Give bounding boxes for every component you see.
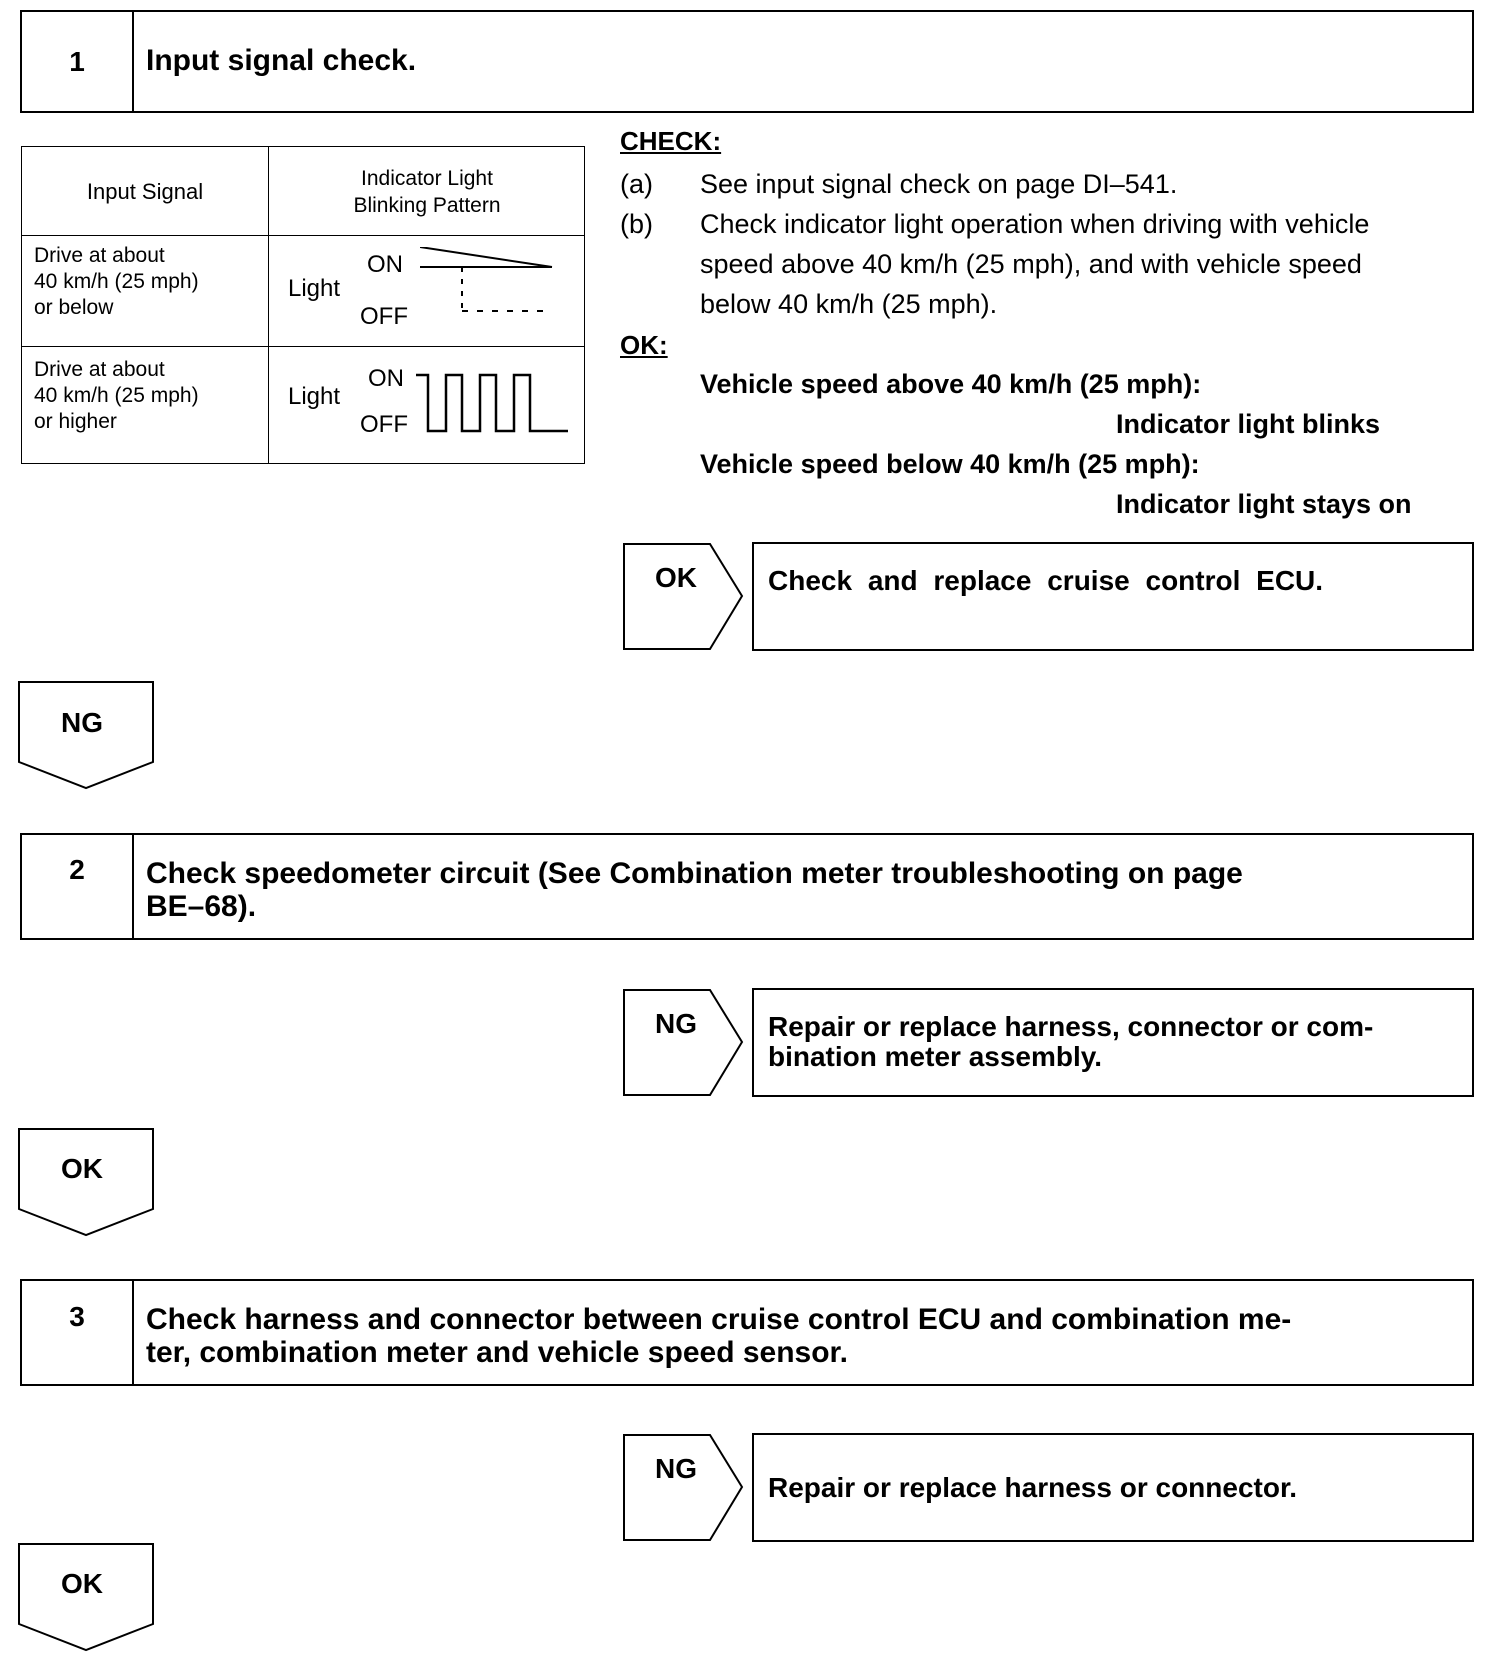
row-above-off-label: OFF [360, 411, 408, 438]
row-above-light-label: Light [288, 383, 341, 410]
ok-above-condition: Vehicle speed above 40 km/h (25 mph): [700, 369, 1202, 399]
step-1-title: Input signal check. [146, 44, 417, 77]
step-1-ok-result-text: Check and replace cruise control ECU. [768, 565, 1324, 596]
step-2-number: 2 [22, 835, 134, 938]
step-2-ng-result-box [752, 988, 1474, 1097]
ok-below-condition: Vehicle speed below 40 km/h (25 mph): [700, 449, 1200, 479]
step-2-ok-label: OK [61, 1153, 103, 1184]
check-item-b: (b) Check indicator light operation when driving with vehicle speed above 40 km/h (25 mph), and with vehicle speed below 40 km/h (25 mph). [620, 209, 1370, 319]
row-below-light-label: Light [288, 275, 341, 302]
step-1-ok-arrow [622, 542, 746, 652]
check-label: CHECK: [620, 126, 722, 156]
row-above-on-label: ON [368, 365, 404, 392]
step-1-header [20, 10, 1474, 113]
row-below-off-label: OFF [360, 303, 408, 330]
step-1-ok-label: OK [655, 562, 697, 593]
ok-above-result: Indicator light blinks [1116, 409, 1381, 439]
step-2-ng-label: NG [655, 1008, 697, 1039]
step-3-ok-label: OK [61, 1568, 103, 1599]
steady-on-waveform [420, 247, 580, 327]
input-signal-table [21, 146, 585, 464]
step-3-ng-arrow [622, 1433, 746, 1543]
step-3-ng-label: NG [655, 1453, 697, 1484]
step-3-ng-result-box [752, 1433, 1474, 1542]
ok-below-result: Indicator light stays on [1116, 489, 1412, 519]
step-2-ng-arrow [622, 988, 746, 1098]
step-3-number: 3 [22, 1281, 134, 1384]
row-below-on-label: ON [367, 251, 403, 278]
check-item-a: (a) See input signal check on page DI–541. [620, 169, 1178, 199]
step-2-title: Check speedometer circuit (See Combination meter troubleshooting on page BE–68). [146, 857, 1243, 923]
step-2-ng-result-text: Repair or replace harness, connector or com- bination meter assembly. [768, 1011, 1374, 1072]
step-3-header [20, 1279, 1474, 1386]
step-1-ok-result-box [752, 542, 1474, 651]
step-1-ng-label: NG [61, 707, 103, 738]
col-header-input-signal: Input Signal [86, 179, 204, 204]
row-below-condition: Drive at about 40 km/h (25 mph) or below [34, 244, 199, 319]
row-above-condition: Drive at about 40 km/h (25 mph) or higher [34, 358, 199, 433]
step-1-number: 1 [22, 12, 134, 111]
blinking-waveform [416, 361, 586, 451]
col-header-blinking-pattern: Indicator Light Blinking Pattern [353, 167, 501, 217]
step-3-title: Check harness and connector between cruise control ECU and combination me- ter, combination meter and vehicle speed sensor. [146, 1303, 1292, 1369]
step-2-header [20, 833, 1474, 940]
step-3-ng-result-text: Repair or replace harness or connector. [768, 1472, 1298, 1503]
ok-label: OK: [620, 330, 668, 360]
